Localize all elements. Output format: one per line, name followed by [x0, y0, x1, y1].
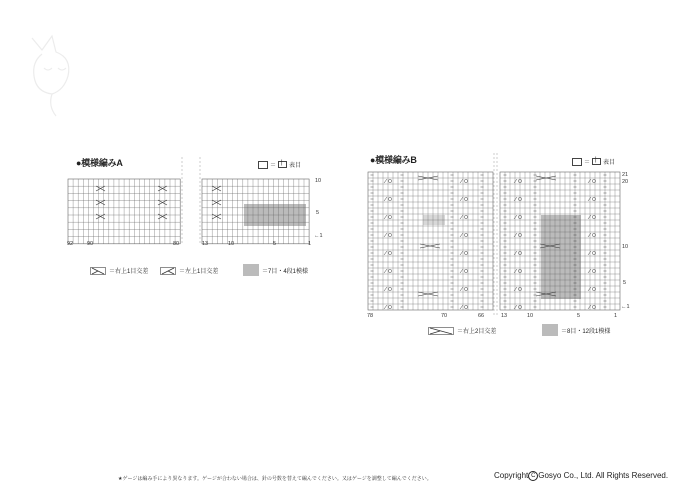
- chart-b-decrease-mark: [460, 251, 463, 255]
- chart-b-decrease-mark: [514, 197, 517, 201]
- chart-b-yarnover-mark: [388, 269, 391, 272]
- chart-b-decrease-mark: [588, 215, 591, 219]
- chart-b-decrease-mark: [384, 269, 387, 273]
- chart-b-col-label: 13: [501, 313, 508, 319]
- chart-b-decrease-mark: [384, 197, 387, 201]
- chart-b-yarnover-mark: [388, 305, 391, 308]
- chart-b-decrease-mark: [514, 251, 517, 255]
- chart-b-decrease-mark: [588, 179, 591, 183]
- chart-a-row-label: 5: [316, 210, 320, 216]
- chart-a-col-label: 13: [202, 241, 209, 247]
- legend-text: ＝左上1目交差: [179, 269, 219, 275]
- legend-equals: ＝: [584, 160, 591, 166]
- chart-b-yarnover-mark: [388, 251, 391, 254]
- chart-a-col-label: 5: [273, 241, 277, 247]
- chart-b-decrease-mark: [384, 305, 387, 309]
- chart-b-yarnover-mark: [388, 197, 391, 200]
- chart-b-yarnover-mark: [388, 287, 391, 290]
- chart-b-col-label: 5: [577, 313, 581, 319]
- legend-text: ＝右上1目交差: [109, 269, 149, 275]
- chart-b-decrease-mark: [384, 215, 387, 219]
- chart-b-col-label: 10: [527, 313, 534, 319]
- chart-a-cross-left-legend: [160, 266, 218, 275]
- knit-stitch-box-icon: [592, 158, 601, 165]
- chart-b-yarnover-mark: [464, 197, 467, 200]
- chart-b-row-label: 21: [622, 172, 629, 178]
- chart-b-decrease-mark: [588, 305, 591, 309]
- copyright-text: Gosyo Co., Ltd. All Rights Reserved.: [538, 471, 669, 481]
- chart-b-decrease-mark: [460, 179, 463, 183]
- cross-right-symbol-icon: [90, 267, 106, 275]
- repeat-shade-swatch: [542, 324, 558, 336]
- chart-b-yarnover-mark: [464, 251, 467, 254]
- chart-b-yarnover-mark: [464, 233, 467, 236]
- chart-b-yarnover-mark: [464, 179, 467, 182]
- chart-b-yarnover-mark: [464, 215, 467, 218]
- chart-b-yarnover-mark: [464, 269, 467, 272]
- chart-b-title: ●模様編みB: [370, 155, 417, 165]
- chart-a-cable-cross: [212, 186, 221, 191]
- copyright-prefix: Copyright: [494, 471, 529, 481]
- chart-b-yarnover-mark: [388, 179, 391, 182]
- chart-b-repeat-legend: [542, 324, 610, 336]
- chart-a-cable-cross: [158, 186, 167, 191]
- knit-stitch-symbol: [572, 158, 582, 166]
- chart-b-decrease-mark: [460, 287, 463, 291]
- chart-b-row-label: 10: [622, 244, 629, 250]
- chart-b-col-label: 66: [478, 313, 485, 319]
- chart-a-cross-right-legend: [90, 266, 148, 275]
- chart-b-decrease-mark: [460, 269, 463, 273]
- chart-a-cable-cross: [158, 214, 167, 219]
- chart-a-cable-cross: [212, 214, 221, 219]
- chart-b-row-label: ←1: [621, 304, 630, 310]
- chart-a-col-label: 92: [67, 241, 74, 247]
- chart-a-title: ●模様編みA: [76, 158, 123, 168]
- cross-left-symbol-icon: [160, 267, 176, 275]
- chart-b-knit-legend: [572, 157, 615, 166]
- legend-text: ＝7目・4段1模様: [262, 268, 309, 275]
- chart-b-decrease-mark: [588, 287, 591, 291]
- copyright: [494, 471, 668, 481]
- chart-b-decrease-mark: [514, 305, 517, 309]
- legend-text: ＝8目・12段1模様: [561, 328, 611, 335]
- chart-b-decrease-mark: [514, 179, 517, 183]
- chart-b-decrease-mark: [588, 269, 591, 273]
- chart-b-decrease-mark: [384, 233, 387, 237]
- chart-b-decrease-mark: [384, 179, 387, 183]
- chart-a-col-label: 90: [87, 241, 94, 247]
- legend-text: ＝右上2目交差: [457, 329, 497, 335]
- chart-b-decrease-mark: [514, 233, 517, 237]
- chart-a-row-label: ←1: [314, 233, 323, 239]
- chart-b-decrease-mark: [460, 197, 463, 201]
- chart-b-row-label: 5: [623, 280, 627, 286]
- chart-b-decrease-mark: [514, 269, 517, 273]
- chart-b-yarnover-mark: [388, 233, 391, 236]
- legend-equals: ＝: [270, 163, 277, 169]
- chart-b-decrease-mark: [460, 233, 463, 237]
- legend-text: 表目: [603, 160, 616, 166]
- chart-b-decrease-mark: [460, 305, 463, 309]
- chart-b-yarnover-mark: [464, 287, 467, 290]
- legend-text: 表目: [289, 163, 302, 169]
- cross-2-symbol-icon: [428, 327, 454, 335]
- chart-a-row-label: 10: [315, 178, 322, 184]
- chart-b-col-label: 78: [367, 313, 374, 319]
- chart-b-decrease-mark: [384, 287, 387, 291]
- chart-b-decrease-mark: [384, 251, 387, 255]
- gauge-note: ★ゲージは編み手により異なります。ゲージが合わない場合は、針の号数を替えて編んでください。又はゲージを調整して編んでください。: [118, 476, 432, 482]
- chart-b-cross-legend: [428, 326, 496, 335]
- chart-b-decrease-mark: [514, 287, 517, 291]
- copyright-circle-icon: C: [528, 471, 538, 481]
- chart-b-col-label: 1: [614, 313, 618, 319]
- chart-a-col-label: 10: [228, 241, 235, 247]
- chart-b-decrease-mark: [514, 215, 517, 219]
- chart-a-col-label: 1: [308, 241, 312, 247]
- chart-b-yarnover-mark: [464, 305, 467, 308]
- chart-b-decrease-mark: [460, 215, 463, 219]
- chart-b-decrease-mark: [588, 251, 591, 255]
- chart-b-decrease-mark: [588, 197, 591, 201]
- chart-a-col-label: 80: [173, 241, 180, 247]
- chart-b-row-label: 20: [622, 179, 629, 185]
- chart-b-col-label: 70: [441, 313, 448, 319]
- repeat-shade-swatch: [243, 264, 259, 276]
- chart-b-yarnover-mark: [388, 215, 391, 218]
- chart-b-decrease-mark: [588, 233, 591, 237]
- chart-b-left-frame: [368, 172, 493, 310]
- chart-a-repeat-legend: [243, 264, 308, 276]
